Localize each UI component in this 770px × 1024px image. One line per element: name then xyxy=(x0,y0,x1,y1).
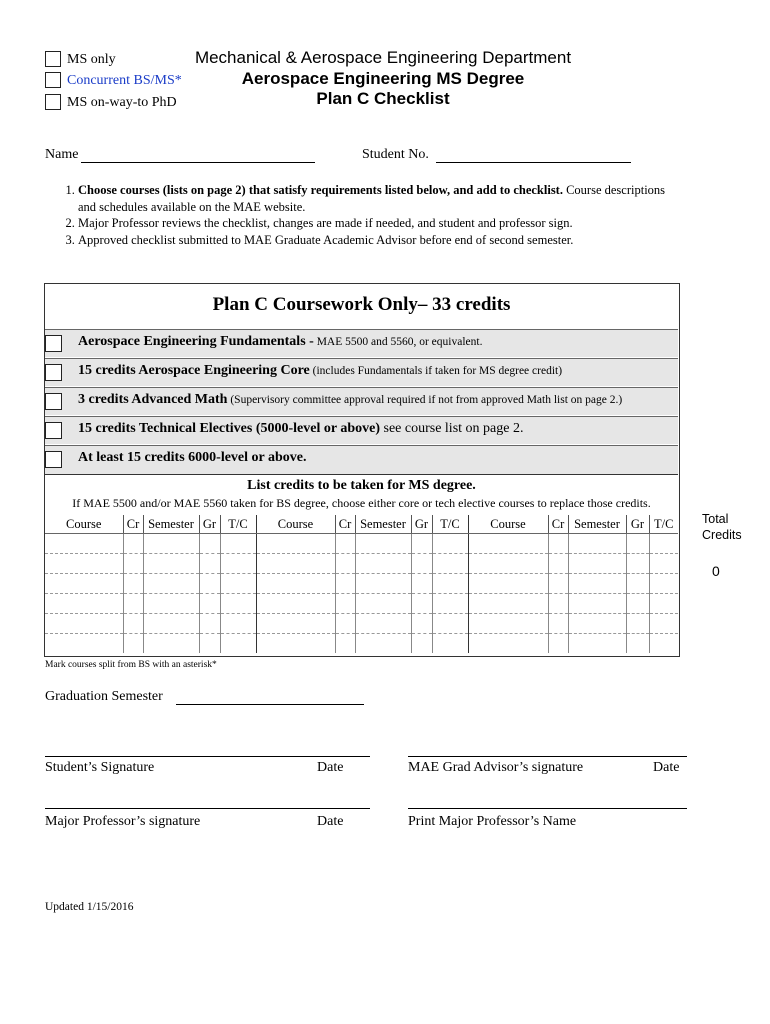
course-cell[interactable] xyxy=(468,614,548,634)
checklist-title: Plan C Checklist xyxy=(316,89,450,108)
instruction-2: 2. Major Professor reviews the checklist, changes are made if needed, and student and professor sign. xyxy=(78,215,682,232)
course-cell[interactable] xyxy=(143,614,199,634)
concurrent-bs-ms-label: Concurrent BS/MS* xyxy=(67,73,182,88)
course-cell[interactable] xyxy=(432,594,468,614)
course-cell[interactable] xyxy=(220,634,256,654)
course-cell[interactable] xyxy=(568,574,626,594)
course-cell[interactable] xyxy=(199,634,220,654)
instruction-3: 3. Approved checklist submitted to MAE Graduate Academic Advisor before end of second semester. xyxy=(78,232,682,249)
graduation-semester-field[interactable] xyxy=(176,689,364,705)
course-cell[interactable] xyxy=(256,534,335,554)
name-field[interactable] xyxy=(81,148,315,163)
course-cell[interactable] xyxy=(626,554,649,574)
total-label: Total xyxy=(702,512,729,526)
course-cell[interactable] xyxy=(123,594,143,614)
course-cell[interactable] xyxy=(649,574,678,594)
list-credits-note: If MAE 5500 and/or MAE 5560 taken for BS degree, choose either core or tech elective courses to replace those credits. xyxy=(72,496,651,510)
course-cell[interactable] xyxy=(355,634,411,654)
course-table-row xyxy=(45,614,678,634)
major-professor-signature-label: Major Professor’s signature xyxy=(45,814,201,829)
core-checkbox[interactable] xyxy=(45,364,62,381)
col-gr: Gr xyxy=(626,515,649,534)
course-cell[interactable] xyxy=(468,534,548,554)
plan-title: Plan C Coursework Only– 33 credits xyxy=(212,294,511,315)
student-signature-label: Student’s Signature xyxy=(45,760,155,775)
col-cr: Cr xyxy=(548,515,568,534)
course-cell[interactable] xyxy=(199,534,220,554)
course-cell[interactable] xyxy=(220,574,256,594)
course-cell[interactable] xyxy=(568,594,626,614)
course-cell[interactable] xyxy=(626,614,649,634)
split-note: Mark courses split from BS with an asterisk* xyxy=(45,660,217,670)
course-cell[interactable] xyxy=(220,554,256,574)
course-cell[interactable] xyxy=(143,534,199,554)
ms-phd-label: MS on-way-to PhD xyxy=(67,95,177,110)
requirement-6000-level: At least 15 credits 6000-level or above. xyxy=(45,445,678,475)
course-cell[interactable] xyxy=(468,574,548,594)
instruction-1: 1. Choose courses (lists on page 2) that satisfy requirements listed below, and add to checklist. Course descriptions and schedules available on the MAE website. xyxy=(78,182,682,215)
course-cell[interactable] xyxy=(411,574,432,594)
course-cell[interactable] xyxy=(649,554,678,574)
course-cell[interactable] xyxy=(411,594,432,614)
course-cell[interactable] xyxy=(548,614,568,634)
course-cell[interactable] xyxy=(649,614,678,634)
col-tc: T/C xyxy=(220,515,256,534)
advanced-math-checkbox[interactable] xyxy=(45,393,62,410)
course-cell[interactable] xyxy=(432,614,468,634)
course-cell[interactable] xyxy=(45,594,123,614)
course-cell[interactable] xyxy=(649,594,678,614)
course-cell[interactable] xyxy=(335,614,355,634)
col-course: Course xyxy=(45,515,123,534)
advisor-date-label: Date xyxy=(653,760,680,775)
course-cell[interactable] xyxy=(432,554,468,574)
student-date-label: Date xyxy=(317,760,344,775)
course-cell[interactable] xyxy=(45,534,123,554)
fundamentals-checkbox[interactable] xyxy=(45,335,62,352)
course-cell[interactable] xyxy=(411,554,432,574)
name-label: Name xyxy=(45,147,79,162)
6000-level-checkbox[interactable] xyxy=(45,451,62,468)
col-semester: Semester xyxy=(143,515,199,534)
course-cell[interactable] xyxy=(123,574,143,594)
course-cell[interactable] xyxy=(256,554,335,574)
course-cell[interactable] xyxy=(355,594,411,614)
course-table xyxy=(45,515,678,653)
course-table-row xyxy=(45,554,678,574)
course-cell[interactable] xyxy=(649,634,678,654)
course-cell[interactable] xyxy=(220,594,256,614)
plan-c-box xyxy=(44,283,680,657)
col-course: Course xyxy=(256,515,335,534)
tech-electives-checkbox[interactable] xyxy=(45,422,62,439)
course-cell[interactable] xyxy=(568,634,626,654)
advisor-signature-line[interactable] xyxy=(408,756,687,757)
ms-phd-checkbox[interactable] xyxy=(45,94,61,110)
course-cell[interactable] xyxy=(220,614,256,634)
col-semester: Semester xyxy=(568,515,626,534)
course-cell[interactable] xyxy=(143,594,199,614)
course-cell[interactable] xyxy=(355,614,411,634)
col-gr: Gr xyxy=(411,515,432,534)
course-cell[interactable] xyxy=(335,554,355,574)
requirement-advanced-math: 3 credits Advanced Math (Supervisory committee approval required if not from approved Math list on page 2.) xyxy=(45,387,678,415)
course-table-row xyxy=(45,574,678,594)
course-cell[interactable] xyxy=(355,574,411,594)
course-cell[interactable] xyxy=(355,554,411,574)
course-cell[interactable] xyxy=(143,574,199,594)
course-cell[interactable] xyxy=(256,574,335,594)
course-cell[interactable] xyxy=(548,634,568,654)
course-cell[interactable] xyxy=(335,534,355,554)
course-table-header xyxy=(45,515,678,534)
course-cell[interactable] xyxy=(45,554,123,574)
course-table-row xyxy=(45,634,678,654)
course-cell[interactable] xyxy=(123,614,143,634)
major-professor-date-label: Date xyxy=(317,814,344,829)
col-tc: T/C xyxy=(432,515,468,534)
course-cell[interactable] xyxy=(220,534,256,554)
course-cell[interactable] xyxy=(411,614,432,634)
course-cell[interactable] xyxy=(548,534,568,554)
col-course: Course xyxy=(468,515,548,534)
course-cell[interactable] xyxy=(626,594,649,614)
course-cell[interactable] xyxy=(468,634,548,654)
course-cell[interactable] xyxy=(45,614,123,634)
requirement-core: 15 credits Aerospace Engineering Core (includes Fundamentals if taken for MS degree credit) xyxy=(45,358,678,386)
course-cell[interactable] xyxy=(143,554,199,574)
student-no-label: Student No. xyxy=(362,147,429,162)
course-cell[interactable] xyxy=(568,534,626,554)
course-table-row xyxy=(45,534,678,554)
col-tc: T/C xyxy=(649,515,678,534)
course-cell[interactable] xyxy=(335,574,355,594)
ms-only-checkbox[interactable] xyxy=(45,51,61,67)
ms-only-label: MS only xyxy=(67,52,116,67)
course-table-row xyxy=(45,594,678,614)
student-no-field[interactable] xyxy=(436,148,631,163)
course-cell[interactable] xyxy=(568,614,626,634)
course-cell[interactable] xyxy=(199,614,220,634)
course-cell[interactable] xyxy=(568,554,626,574)
course-cell[interactable] xyxy=(432,634,468,654)
course-cell[interactable] xyxy=(199,574,220,594)
col-semester: Semester xyxy=(355,515,411,534)
total-credits-value: 0 xyxy=(712,563,720,579)
course-cell[interactable] xyxy=(123,534,143,554)
list-credits-title: List credits to be taken for MS degree. xyxy=(247,478,476,493)
course-cell[interactable] xyxy=(411,634,432,654)
col-cr: Cr xyxy=(335,515,355,534)
course-cell[interactable] xyxy=(335,634,355,654)
course-cell[interactable] xyxy=(649,534,678,554)
col-gr: Gr xyxy=(199,515,220,534)
course-cell[interactable] xyxy=(468,554,548,574)
major-professor-signature-line[interactable] xyxy=(45,808,370,809)
print-name-label: Print Major Professor’s Name xyxy=(408,814,577,829)
course-cell[interactable] xyxy=(45,634,123,654)
course-cell[interactable] xyxy=(45,574,123,594)
course-cell[interactable] xyxy=(335,594,355,614)
course-cell[interactable] xyxy=(256,614,335,634)
course-cell[interactable] xyxy=(355,534,411,554)
course-cell[interactable] xyxy=(123,554,143,574)
degree-title: Aerospace Engineering MS Degree xyxy=(241,69,525,88)
course-cell[interactable] xyxy=(626,634,649,654)
student-signature-line[interactable] xyxy=(45,756,370,757)
col-cr: Cr xyxy=(123,515,143,534)
course-cell[interactable] xyxy=(548,574,568,594)
graduation-label: Graduation Semester xyxy=(45,689,163,704)
concurrent-bs-ms-checkbox[interactable] xyxy=(45,72,61,88)
requirement-tech-electives: 15 credits Technical Electives (5000-level or above) see course list on page 2. xyxy=(45,416,678,444)
course-cell[interactable] xyxy=(143,634,199,654)
updated-date: Updated 1/15/2016 xyxy=(45,901,134,913)
course-cell[interactable] xyxy=(548,594,568,614)
course-cell[interactable] xyxy=(199,594,220,614)
course-cell[interactable] xyxy=(123,634,143,654)
course-cell[interactable] xyxy=(548,554,568,574)
department-title: Mechanical & Aerospace Engineering Department xyxy=(194,48,572,67)
course-cell[interactable] xyxy=(626,534,649,554)
credits-label: Credits xyxy=(702,528,742,542)
course-cell[interactable] xyxy=(256,594,335,614)
course-cell[interactable] xyxy=(626,574,649,594)
course-cell[interactable] xyxy=(199,554,220,574)
course-cell[interactable] xyxy=(411,534,432,554)
course-cell[interactable] xyxy=(468,594,548,614)
print-name-line[interactable] xyxy=(408,808,687,809)
course-cell[interactable] xyxy=(432,574,468,594)
advisor-signature-label: MAE Grad Advisor’s signature xyxy=(408,760,584,775)
instructions xyxy=(52,182,682,248)
course-cell[interactable] xyxy=(432,534,468,554)
requirement-fundamentals: Aerospace Engineering Fundamentals - MAE 5500 and 5560, or equivalent. xyxy=(45,329,678,357)
course-cell[interactable] xyxy=(256,634,335,654)
